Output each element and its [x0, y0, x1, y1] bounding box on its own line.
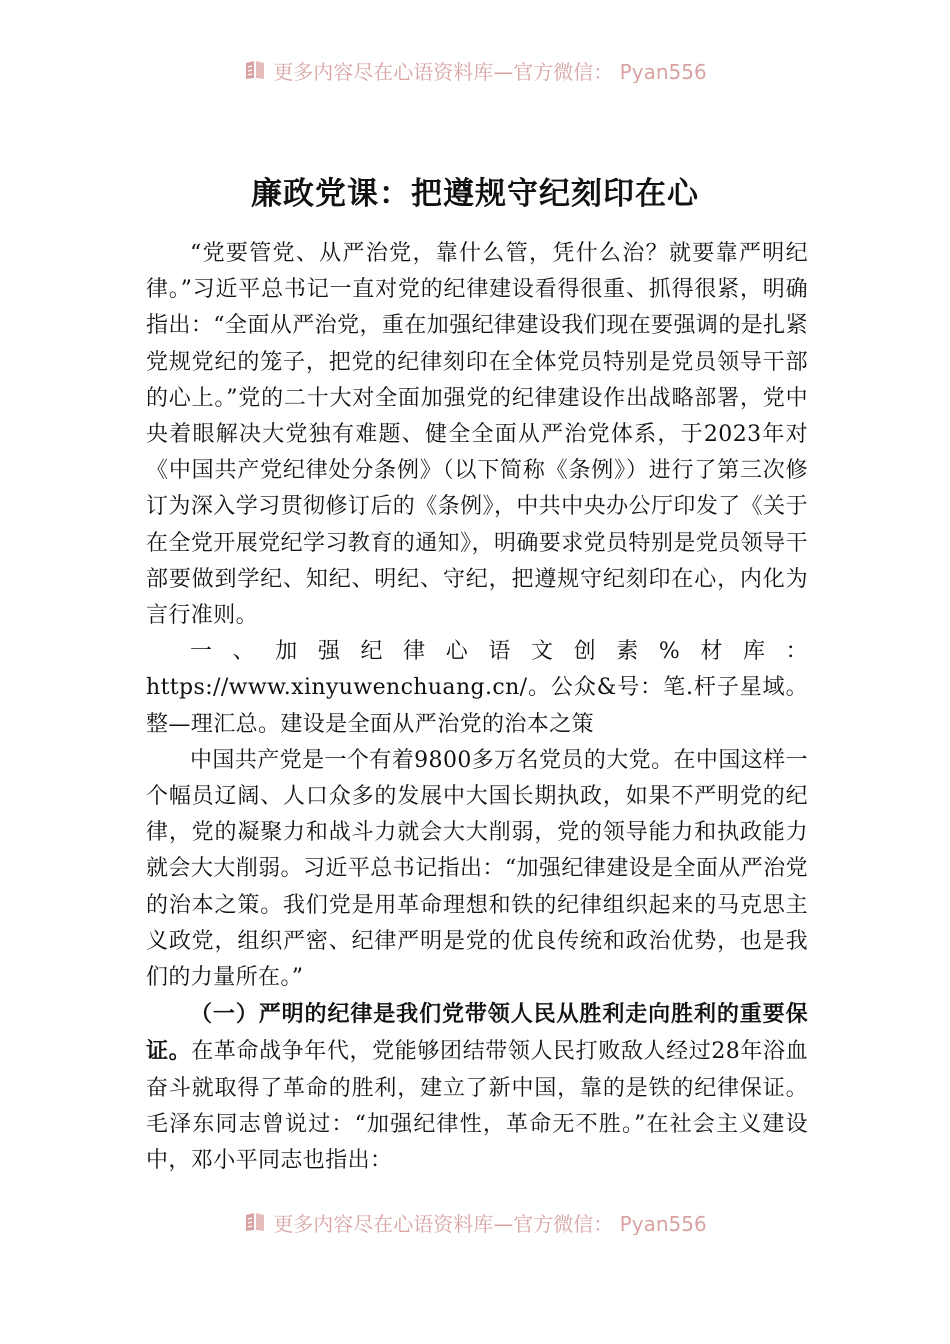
subsection-lead: （一）严明的纪律是我们党带领人民从胜利走向胜利的重要保证。 [146, 1001, 808, 1065]
watermark-text: 更多内容尽在心语资料库—官方微信： Pyan556 [273, 1211, 707, 1235]
watermark-footer [0, 1209, 950, 1235]
subsection-body: 在革命战争年代，党能够团结带领人民打败敌人经过28年浴血奋斗就取得了革命的胜利，建立了新中国，靠的是铁的纪律保证。毛泽东同志曾说过：“加强纪律性，革命无不胜。”在社会主义建设中，邓小平同志也指出： [146, 1039, 808, 1174]
document-logo-icon [243, 59, 267, 81]
paragraph-section-1: 中国共产党是一个有着9800多万名党员的大党。在中国这样一个幅员辽阔、人口众多的发展中大国长期执政，如果不严明党的纪律，党的凝聚力和战斗力就会大大削弱，党的领导能力和执政能力就会大大削弱。习近平总书记指出：“加强纪律建设是全面从严治党的治本之策。我们党是用革命理想和铁的纪律组织起来的马克思主义政党，组织严密、纪律严明是党的优良传统和政治优势，也是我们的力量所在。” [146, 747, 808, 991]
watermark-text: 更多内容尽在心语资料库—官方微信： Pyan556 [273, 59, 707, 83]
paragraph-intro: “党要管党、从严治党，靠什么管，凭什么治？就要靠严明纪律。”习近平总书记一直对党的纪律建设看得很重、抓得很紧，明确指出：“全面从严治党，重在加强纪律建设我们现在要强调的是扎紧党规党纪的笼子，把党的纪律刻印在全体党员特别是党员领导干部的心上。”党的二十大对全面加强党的纪律建设作出战略部署，党中央着眼解决大党独有难题、健全全面从严治党体系，于2023年对《中国共产党纪律处分条例》（以下简称《条例》）进行了第三次修订为深入学习贯彻修订后的《条例》，中共中央办公厅印发了《关于在全党开展党纪学习教育的通知》，明确要求党员特别是党员领导干部要做到学纪、知纪、明纪、守纪，把遵规守纪刻印在心，内化为言行准则。 [146, 241, 808, 629]
document-title: 廉政党课：把遵规守纪刻印在心 [251, 176, 699, 212]
document-logo-icon [243, 1211, 267, 1233]
section-heading-1: 一、加强纪律心语文创素%材库：https://www.xinyuwenchuang.cn/。公众&号：笔.杆子星域。整—理汇总。建设是全面从严治党的治本之策 [146, 639, 808, 737]
document-body [146, 236, 808, 1179]
paragraph-subsection-1 [146, 996, 808, 1179]
watermark-header [0, 57, 950, 83]
